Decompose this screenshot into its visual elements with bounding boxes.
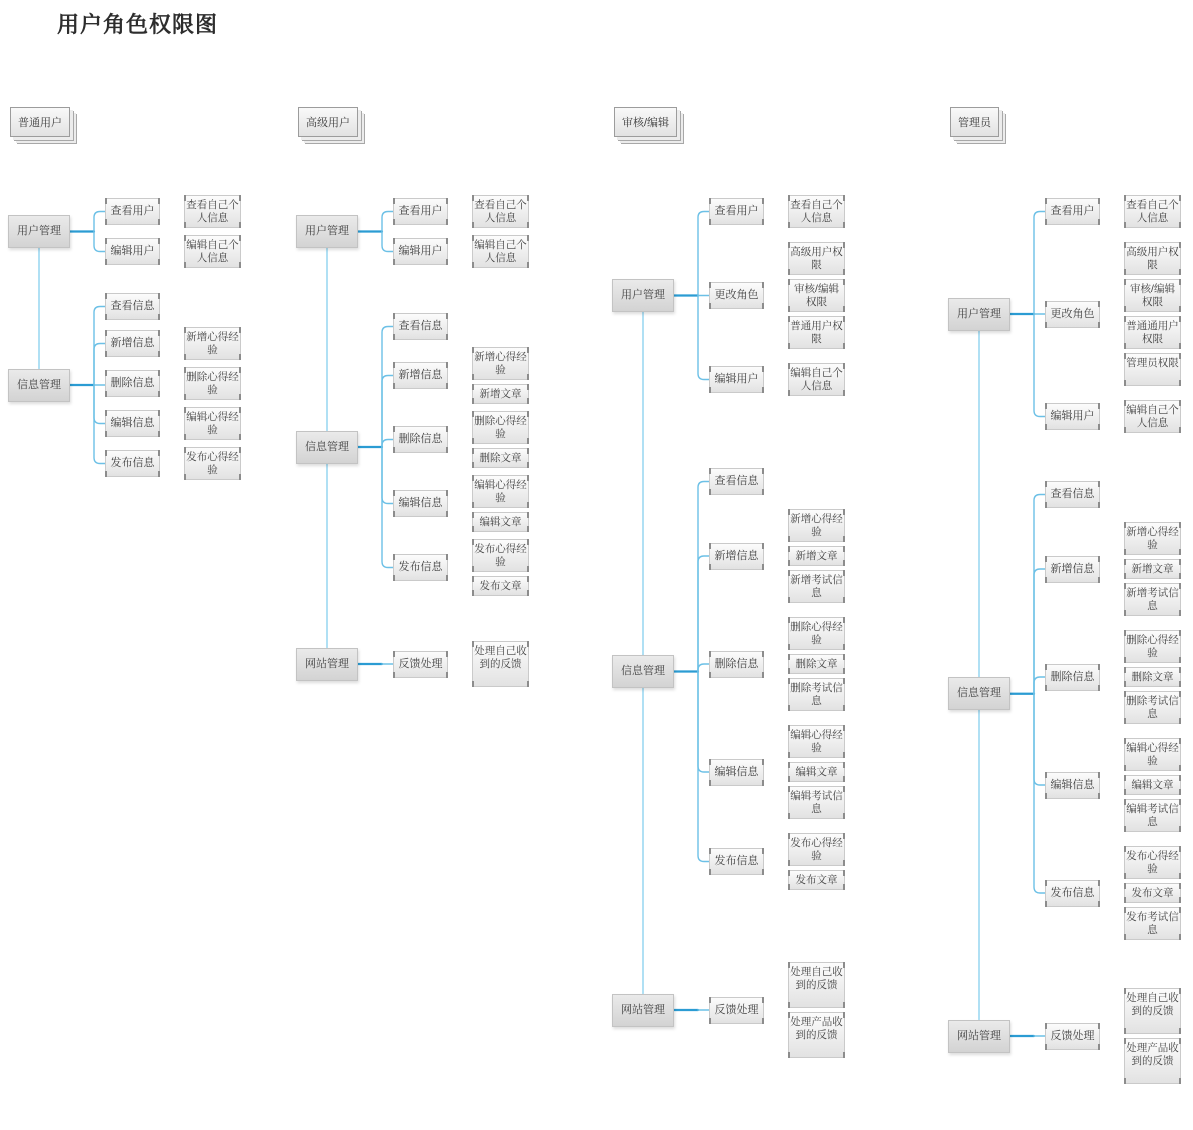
- permission-node: 编辑文章: [788, 762, 845, 782]
- permission-node: 处理自己收到的反馈: [788, 962, 845, 1008]
- action-node: 新增信息: [1045, 556, 1100, 583]
- permission-node: 删除心得经验: [1124, 630, 1181, 663]
- permission-node: 发布文章: [472, 576, 529, 596]
- permission-node: 编辑自己个人信息: [472, 235, 529, 268]
- category-node: 网站管理: [296, 648, 358, 681]
- permission-node: 发布文章: [1124, 883, 1181, 903]
- permission-node: 编辑心得经验: [788, 725, 845, 758]
- permission-node: 新增文章: [788, 546, 845, 566]
- action-node: 查看信息: [1045, 481, 1100, 508]
- permission-node: 普通通用户权限: [1124, 316, 1181, 349]
- action-node: 查看用户: [1045, 198, 1100, 225]
- action-node: 删除信息: [1045, 664, 1100, 691]
- permission-node: 编辑考试信息: [1124, 799, 1181, 832]
- action-node: 查看用户: [393, 198, 448, 225]
- permission-node: 新增心得经验: [184, 327, 241, 360]
- permission-node: 新增考试信息: [1124, 583, 1181, 616]
- role-card-label: 管理员: [958, 117, 991, 129]
- permission-node: 处理产品收到的反馈: [1124, 1038, 1181, 1084]
- action-node: 反馈处理: [709, 997, 764, 1024]
- permission-node: 发布心得经验: [184, 447, 241, 480]
- diagram-title: 用户角色权限图: [57, 12, 219, 37]
- action-node: 编辑信息: [393, 490, 448, 517]
- action-node: 删除信息: [105, 370, 160, 397]
- permission-node: 发布心得经验: [472, 539, 529, 572]
- permission-node: 编辑自己个人信息: [184, 235, 241, 268]
- category-node: 用户管理: [948, 298, 1010, 331]
- permission-node: 发布心得经验: [1124, 846, 1181, 879]
- permission-node: 新增心得经验: [472, 347, 529, 380]
- action-node: 删除信息: [393, 426, 448, 453]
- action-node: 删除信息: [709, 651, 764, 678]
- permission-node: 编辑自己个人信息: [1124, 400, 1181, 433]
- category-node: 信息管理: [948, 677, 1010, 710]
- role-card-label: 审核/编辑: [622, 117, 670, 129]
- permission-node: 查看自己个人信息: [472, 195, 529, 228]
- permission-node: 审核/编辑权限: [1124, 279, 1181, 312]
- action-node: 编辑信息: [709, 759, 764, 786]
- action-node: 更改角色: [1045, 301, 1100, 328]
- category-node: 网站管理: [612, 994, 674, 1027]
- action-node: 发布信息: [393, 554, 448, 581]
- role-card-label: 高级用户: [306, 117, 350, 129]
- role-card: [298, 107, 358, 137]
- category-node: 信息管理: [612, 655, 674, 688]
- permission-node: 编辑心得经验: [472, 475, 529, 508]
- permission-node: 新增心得经验: [788, 509, 845, 542]
- role-card: [614, 107, 677, 137]
- permission-node: 新增心得经验: [1124, 522, 1181, 555]
- action-node: 发布信息: [105, 450, 160, 477]
- permission-node: 处理自己收到的反馈: [472, 641, 529, 687]
- permission-node: 新增文章: [1124, 559, 1181, 579]
- permission-node: 发布文章: [788, 870, 845, 890]
- action-node: 更改角色: [709, 282, 764, 309]
- permission-node: 普通用户权限: [788, 316, 845, 349]
- role-card-label: 普通用户: [18, 117, 62, 129]
- category-node: 用户管理: [296, 215, 358, 248]
- permission-node: 编辑考试信息: [788, 786, 845, 819]
- action-node: 查看用户: [105, 198, 160, 225]
- action-node: 反馈处理: [1045, 1023, 1100, 1050]
- permission-node: 新增考试信息: [788, 570, 845, 603]
- permission-node: 删除心得经验: [788, 617, 845, 650]
- action-node: 查看信息: [393, 313, 448, 340]
- permission-node: 查看自己个人信息: [788, 195, 845, 228]
- action-node: 编辑用户: [709, 366, 764, 393]
- permission-node: 管理员权限: [1124, 353, 1181, 386]
- permission-node: 删除考试信息: [788, 678, 845, 711]
- permission-node: 查看自己个人信息: [1124, 195, 1181, 228]
- action-node: 新增信息: [393, 362, 448, 389]
- category-node: 网站管理: [948, 1020, 1010, 1053]
- action-node: 发布信息: [709, 848, 764, 875]
- permission-node: 编辑文章: [472, 512, 529, 532]
- action-node: 新增信息: [105, 330, 160, 357]
- permission-node: 编辑心得经验: [184, 407, 241, 440]
- action-node: 新增信息: [709, 543, 764, 570]
- category-node: 用户管理: [8, 215, 70, 248]
- permission-node: 删除文章: [472, 448, 529, 468]
- permission-node: 新增文章: [472, 384, 529, 404]
- action-node: 查看信息: [105, 293, 160, 320]
- role-card: [10, 107, 70, 137]
- permission-node: 查看自己个人信息: [184, 195, 241, 228]
- permission-node: 删除文章: [1124, 667, 1181, 687]
- category-node: 信息管理: [296, 431, 358, 464]
- permission-node: 处理产品收到的反馈: [788, 1012, 845, 1058]
- permission-node: 删除考试信息: [1124, 691, 1181, 724]
- category-node: 用户管理: [612, 279, 674, 312]
- permission-node: 发布考试信息: [1124, 907, 1181, 940]
- permission-node: 删除心得经验: [184, 367, 241, 400]
- action-node: 查看信息: [709, 468, 764, 495]
- permission-node: 处理自己收到的反馈: [1124, 988, 1181, 1034]
- permission-node: 编辑心得经验: [1124, 738, 1181, 771]
- permission-node: 高级用户权限: [788, 242, 845, 275]
- permission-node: 删除文章: [788, 654, 845, 674]
- action-node: 编辑用户: [1045, 403, 1100, 430]
- action-node: 编辑用户: [393, 238, 448, 265]
- action-node: 编辑信息: [105, 410, 160, 437]
- role-card: [950, 107, 999, 137]
- action-node: 编辑信息: [1045, 772, 1100, 799]
- permission-node: 高级用户权限: [1124, 242, 1181, 275]
- permission-node: 审核/编辑权限: [788, 279, 845, 312]
- permission-node: 编辑自己个人信息: [788, 363, 845, 396]
- category-node: 信息管理: [8, 369, 70, 402]
- action-node: 查看用户: [709, 198, 764, 225]
- permission-node: 编辑文章: [1124, 775, 1181, 795]
- action-node: 发布信息: [1045, 880, 1100, 907]
- action-node: 反馈处理: [393, 651, 448, 678]
- permission-node: 删除心得经验: [472, 411, 529, 444]
- action-node: 编辑用户: [105, 238, 160, 265]
- permission-node: 发布心得经验: [788, 833, 845, 866]
